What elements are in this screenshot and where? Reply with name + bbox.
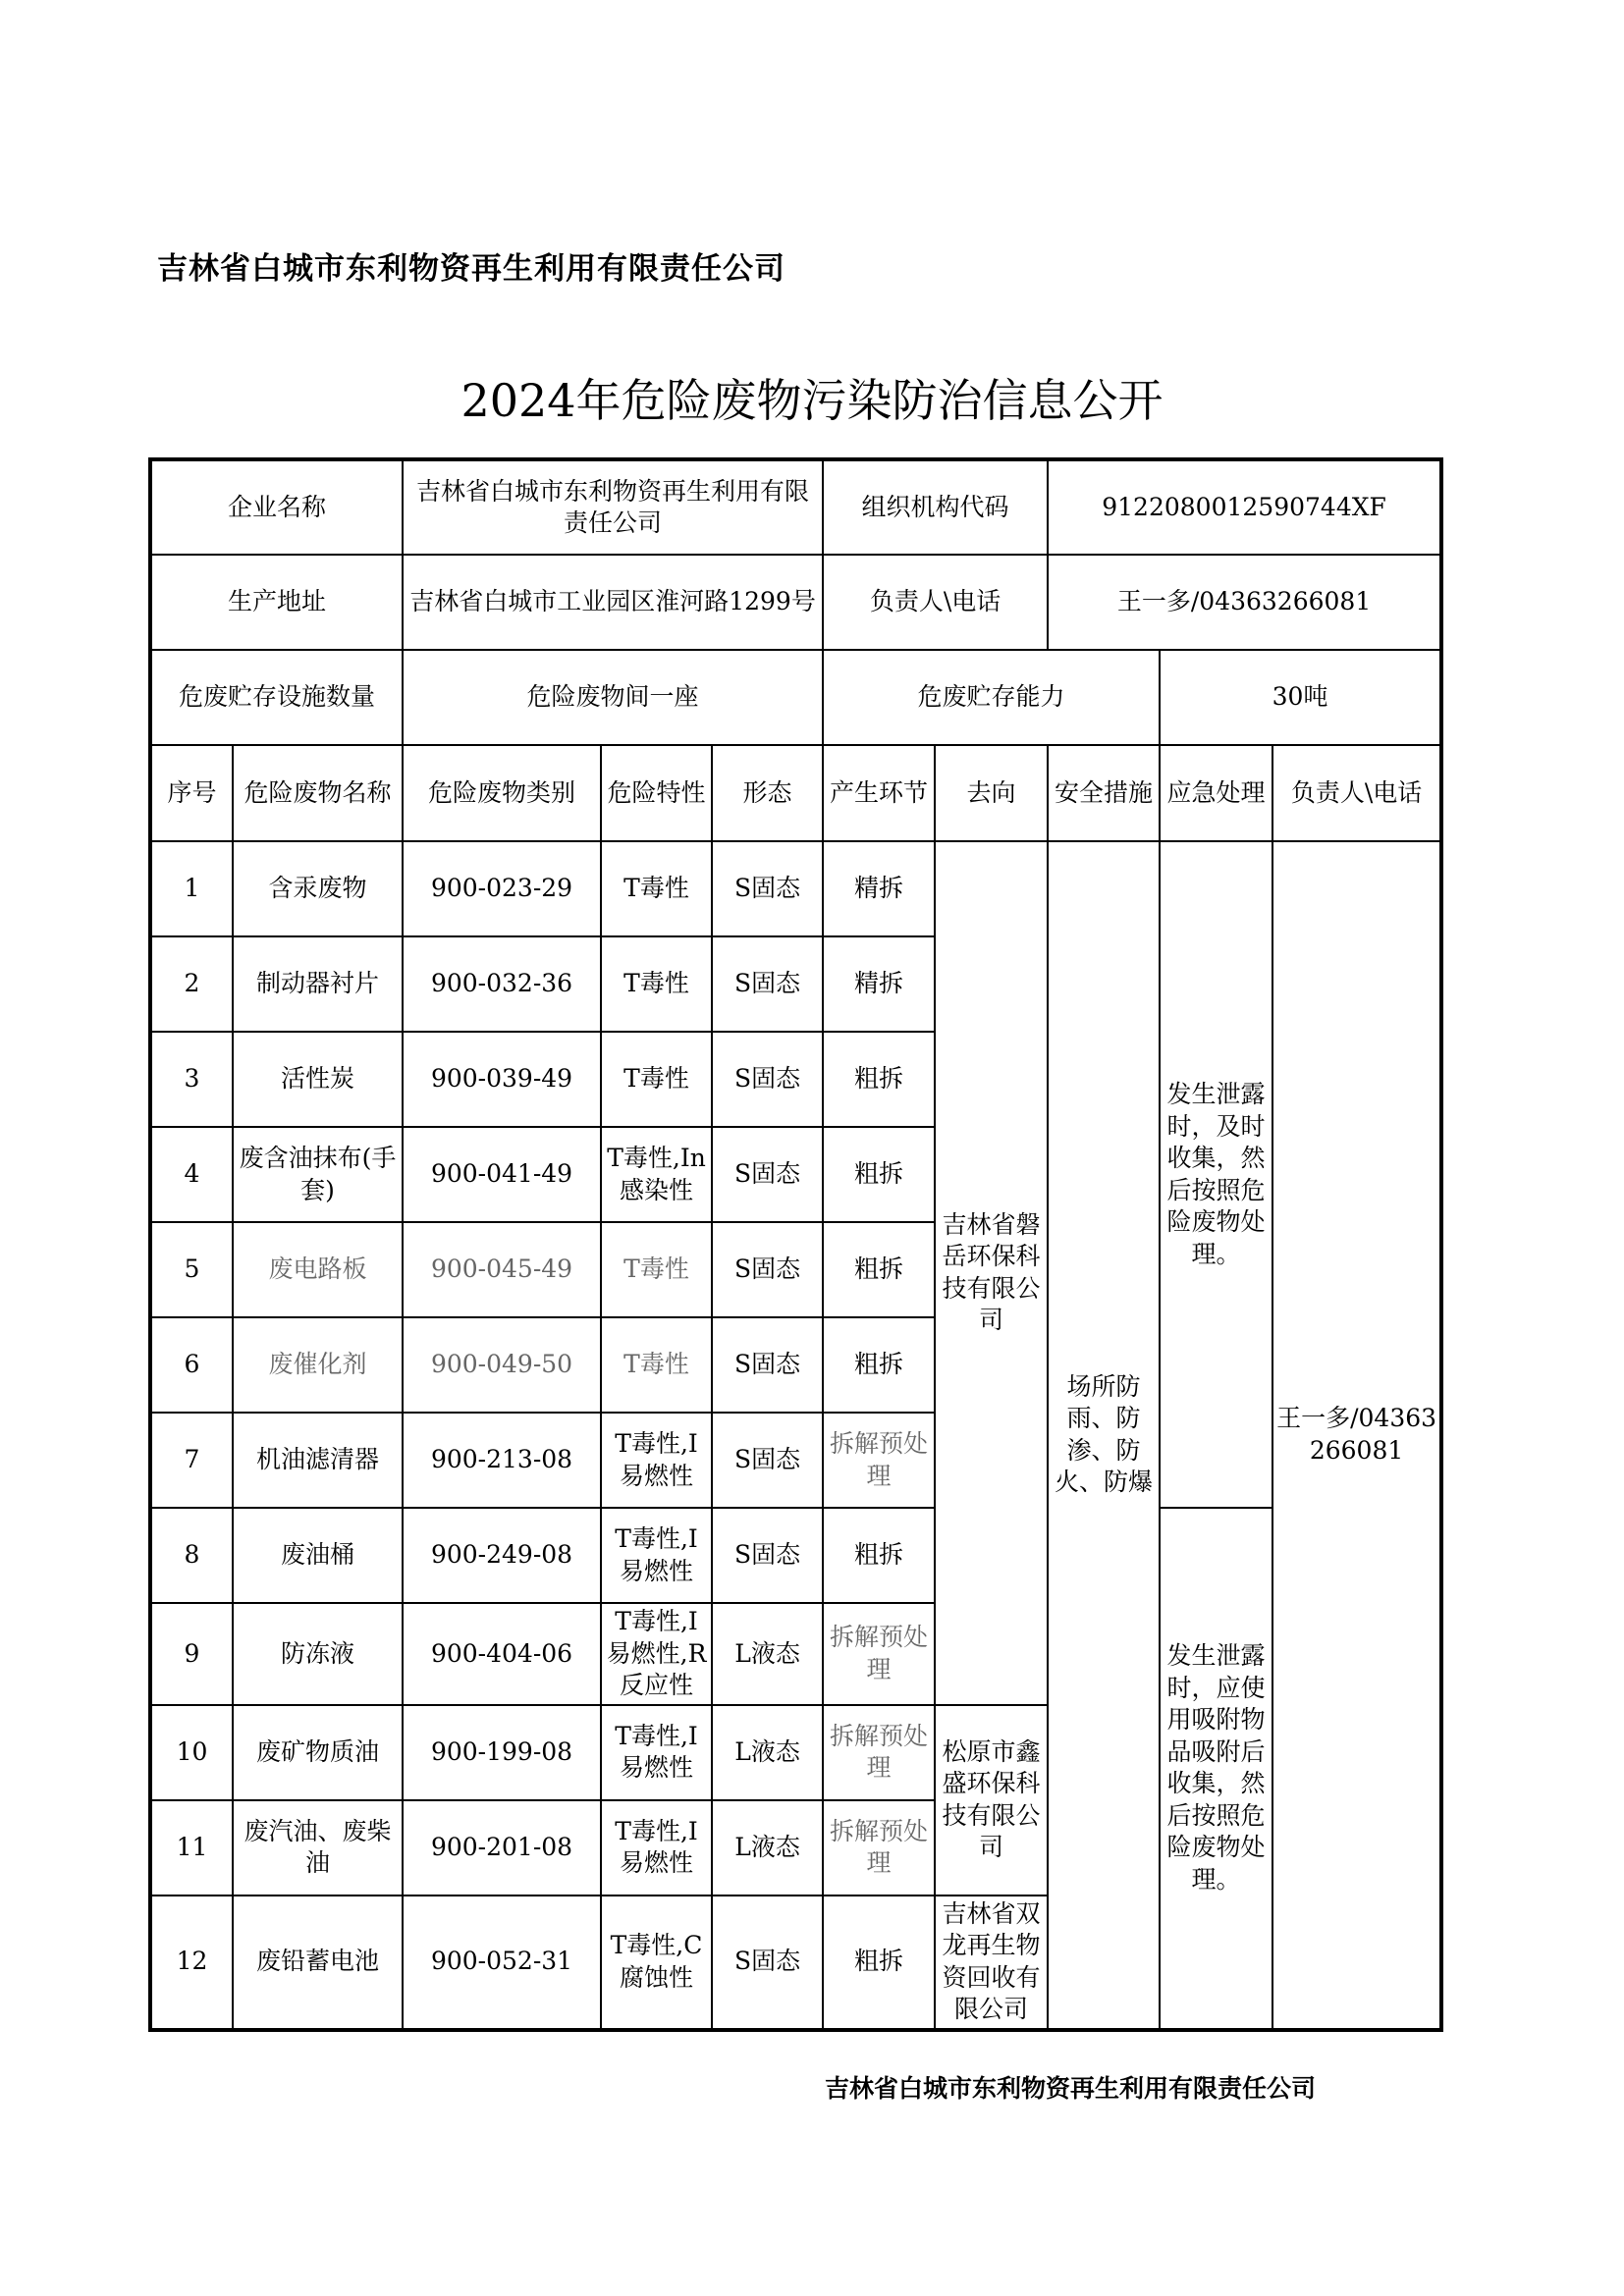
row-form: S固态 — [712, 1032, 823, 1127]
row-no: 4 — [150, 1127, 233, 1222]
row-no: 8 — [150, 1508, 233, 1603]
emergency-1: 发生泄露时，及时收集，然后按照危险废物处理。 — [1160, 841, 1272, 1508]
row-no: 5 — [150, 1222, 233, 1317]
row-stage: 粗拆 — [823, 1032, 935, 1127]
col-header-hazard: 危险特性 — [601, 745, 712, 841]
row-category: 900-213-08 — [403, 1413, 601, 1508]
row-no: 11 — [150, 1800, 233, 1896]
row-name: 制动器衬片 — [233, 936, 403, 1032]
row-category: 900-039-49 — [403, 1032, 601, 1127]
document-title: 2024年危险废物污染防治信息公开 — [460, 374, 1164, 427]
row-stage: 拆解预处理 — [823, 1603, 935, 1705]
column-header-row — [150, 745, 1441, 841]
row-hazard: T毒性,I易燃性 — [601, 1800, 712, 1896]
header-company-name: 吉林省白城市东利物资再生利用有限责任公司 — [157, 251, 785, 287]
row-no: 6 — [150, 1317, 233, 1413]
row-no: 7 — [150, 1413, 233, 1508]
row-category: 900-049-50 — [403, 1317, 601, 1413]
row-no: 12 — [150, 1896, 233, 2030]
responsible-contact: 王一多/04363266081 — [1272, 841, 1441, 2030]
row-no: 9 — [150, 1603, 233, 1705]
table-row — [150, 841, 1441, 936]
row-stage: 粗拆 — [823, 1127, 935, 1222]
row-name: 废汽油、废柴油 — [233, 1800, 403, 1896]
row-hazard: T毒性,I易燃性,R反应性 — [601, 1603, 712, 1705]
row-no: 10 — [150, 1705, 233, 1800]
row-form: L液态 — [712, 1603, 823, 1705]
row-category: 900-023-29 — [403, 841, 601, 936]
row-no: 3 — [150, 1032, 233, 1127]
row-form: S固态 — [712, 1896, 823, 2030]
row-category: 900-199-08 — [403, 1705, 601, 1800]
col-header-name: 危险废物名称 — [233, 745, 403, 841]
row-form: S固态 — [712, 936, 823, 1032]
col-header-emergency: 应急处理 — [1160, 745, 1272, 841]
capacity-label: 危废贮存能力 — [823, 650, 1160, 745]
destination-1: 吉林省磐岳环保科技有限公司 — [935, 841, 1048, 1705]
info-row-company — [150, 459, 1441, 555]
row-name: 废铅蓄电池 — [233, 1896, 403, 2030]
row-hazard: T毒性 — [601, 1317, 712, 1413]
company-name-label: 企业名称 — [150, 459, 403, 555]
destination-2: 松原市鑫盛环保科技有限公司 — [935, 1705, 1048, 1896]
row-hazard: T毒性,I易燃性 — [601, 1413, 712, 1508]
row-stage: 精拆 — [823, 841, 935, 936]
info-row-storage — [150, 650, 1441, 745]
row-stage: 粗拆 — [823, 1508, 935, 1603]
row-name: 废催化剂 — [233, 1317, 403, 1413]
org-code-label: 组织机构代码 — [823, 459, 1048, 555]
row-category: 900-032-36 — [403, 936, 601, 1032]
org-code-value: 9122080012590744XF — [1048, 459, 1441, 555]
row-name: 机油滤清器 — [233, 1413, 403, 1508]
row-hazard: T毒性 — [601, 841, 712, 936]
col-header-no: 序号 — [150, 745, 233, 841]
col-header-safety: 安全措施 — [1048, 745, 1160, 841]
row-form: S固态 — [712, 1317, 823, 1413]
row-hazard: T毒性,C腐蚀性 — [601, 1896, 712, 2030]
col-header-stage: 产生环节 — [823, 745, 935, 841]
emergency-2: 发生泄露时，应使用吸附物品吸附后收集，然后按照危险废物处理。 — [1160, 1508, 1272, 2030]
destination-3: 吉林省双龙再生物资回收有限公司 — [935, 1896, 1048, 2030]
capacity-value: 30吨 — [1160, 650, 1441, 745]
row-stage: 粗拆 — [823, 1896, 935, 2030]
table-row — [150, 1508, 1441, 1603]
row-name: 废含油抹布(手套) — [233, 1127, 403, 1222]
row-name: 含汞废物 — [233, 841, 403, 936]
row-name: 防冻液 — [233, 1603, 403, 1705]
row-stage: 粗拆 — [823, 1222, 935, 1317]
safety-measure: 场所防雨、防渗、防火、防爆 — [1048, 841, 1160, 2030]
row-category: 900-201-08 — [403, 1800, 601, 1896]
footer-company-name: 吉林省白城市东利物资再生利用有限责任公司 — [825, 2074, 1317, 2103]
col-header-category: 危险废物类别 — [403, 745, 601, 841]
row-hazard: T毒性 — [601, 1032, 712, 1127]
row-form: L液态 — [712, 1800, 823, 1896]
row-hazard: T毒性,I易燃性 — [601, 1705, 712, 1800]
row-no: 2 — [150, 936, 233, 1032]
row-form: S固态 — [712, 1413, 823, 1508]
info-row-address — [150, 555, 1441, 650]
row-category: 900-249-08 — [403, 1508, 601, 1603]
col-header-destination: 去向 — [935, 745, 1048, 841]
row-hazard: T毒性,I易燃性 — [601, 1508, 712, 1603]
facility-count-label: 危废贮存设施数量 — [150, 650, 403, 745]
company-name-value: 吉林省白城市东利物资再生利用有限责任公司 — [403, 459, 823, 555]
facility-count-value: 危险废物间一座 — [403, 650, 823, 745]
row-stage: 精拆 — [823, 936, 935, 1032]
row-category: 900-052-31 — [403, 1896, 601, 2030]
row-form: L液态 — [712, 1705, 823, 1800]
row-name: 废电路板 — [233, 1222, 403, 1317]
row-name: 活性炭 — [233, 1032, 403, 1127]
row-hazard: T毒性 — [601, 936, 712, 1032]
row-stage: 拆解预处理 — [823, 1800, 935, 1896]
row-category: 900-041-49 — [403, 1127, 601, 1222]
contact-value: 王一多/04363266081 — [1048, 555, 1441, 650]
row-stage: 粗拆 — [823, 1317, 935, 1413]
row-no: 1 — [150, 841, 233, 936]
row-category: 900-045-49 — [403, 1222, 601, 1317]
col-header-form: 形态 — [712, 745, 823, 841]
col-header-responsible: 负责人\电话 — [1272, 745, 1441, 841]
contact-label: 负责人\电话 — [823, 555, 1048, 650]
row-form: S固态 — [712, 841, 823, 936]
row-name: 废矿物质油 — [233, 1705, 403, 1800]
disclosure-table — [148, 457, 1443, 2032]
row-hazard: T毒性,In感染性 — [601, 1127, 712, 1222]
row-form: S固态 — [712, 1222, 823, 1317]
address-value: 吉林省白城市工业园区淮河路1299号 — [403, 555, 823, 650]
row-hazard: T毒性 — [601, 1222, 712, 1317]
row-stage: 拆解预处理 — [823, 1413, 935, 1508]
row-category: 900-404-06 — [403, 1603, 601, 1705]
row-stage: 拆解预处理 — [823, 1705, 935, 1800]
row-form: S固态 — [712, 1127, 823, 1222]
row-form: S固态 — [712, 1508, 823, 1603]
row-name: 废油桶 — [233, 1508, 403, 1603]
address-label: 生产地址 — [150, 555, 403, 650]
